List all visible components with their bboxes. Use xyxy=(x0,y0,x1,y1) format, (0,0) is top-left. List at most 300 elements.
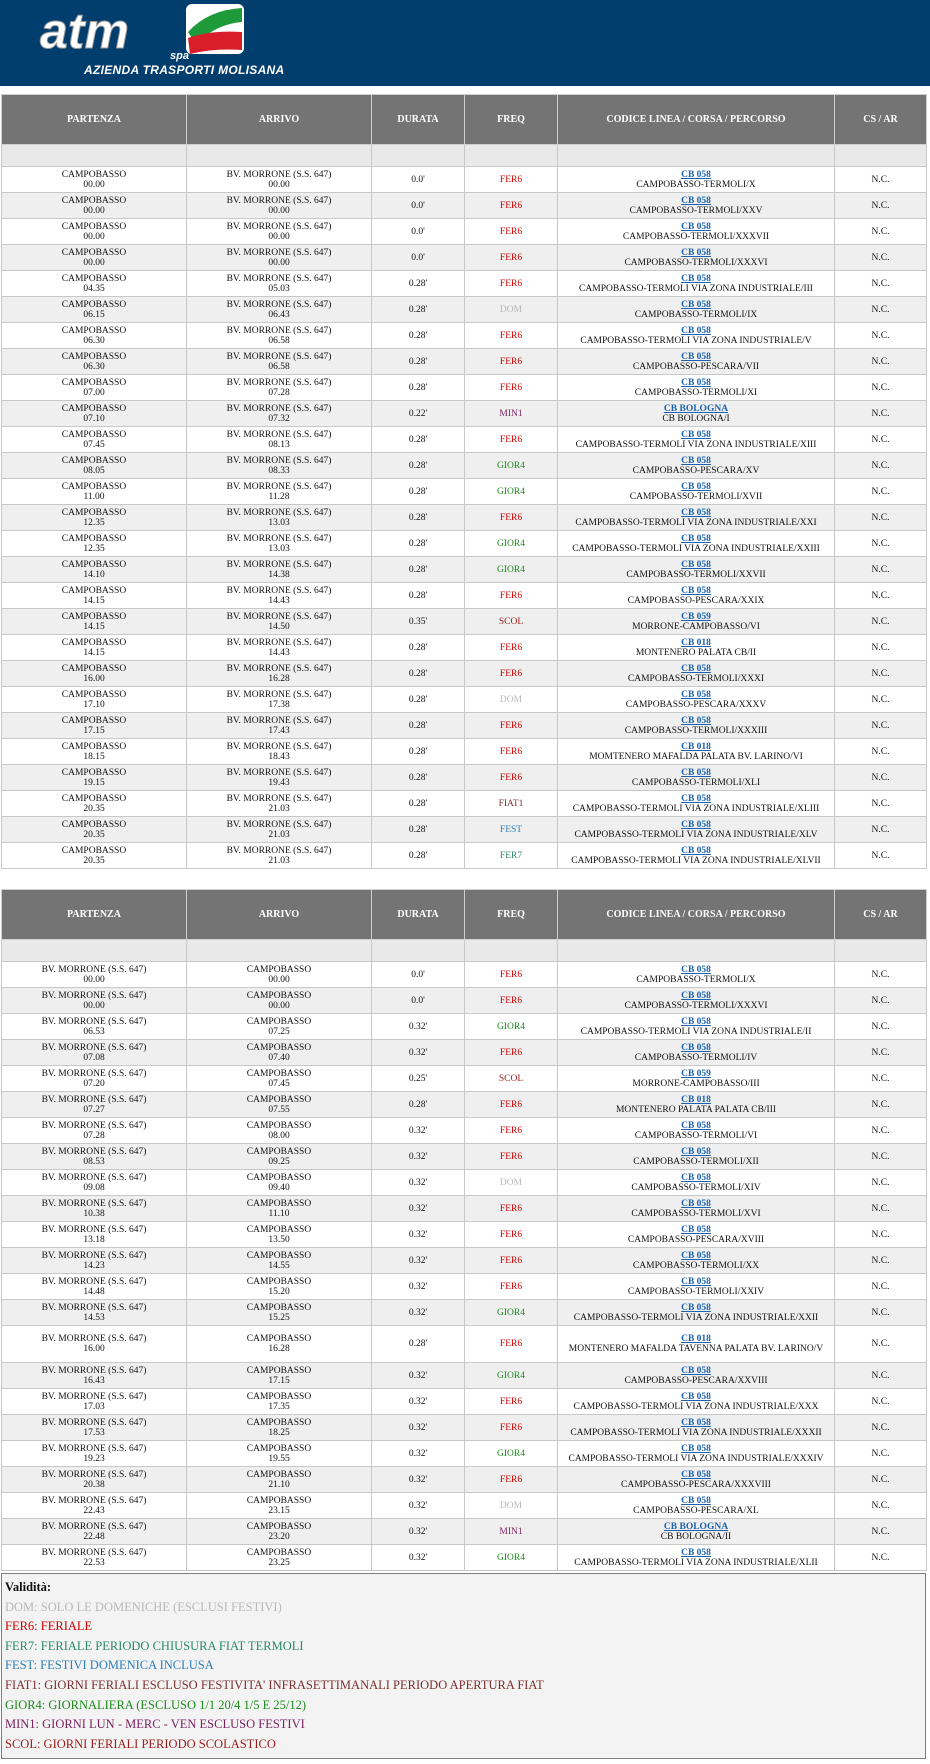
cell-durata: 0.32' xyxy=(372,1545,465,1571)
departure-stop: CAMPOBASSO xyxy=(61,741,127,752)
line-link[interactable]: CB 058 xyxy=(681,429,711,440)
arrival-time: 14.43 xyxy=(268,647,290,658)
departure-time: 09.08 xyxy=(83,1182,105,1193)
line-link[interactable]: CB 058 xyxy=(681,1276,711,1287)
departure-stop: BV. MORRONE (S.S. 647) xyxy=(41,964,147,975)
cell-durata: 0.28' xyxy=(372,375,465,401)
departure-time: 06.30 xyxy=(83,335,105,346)
arrival-stop: CAMPOBASSO xyxy=(246,1495,312,1506)
cell-codice-linea xyxy=(558,531,835,557)
arrival-time: 08.33 xyxy=(268,465,290,476)
cell-codice-linea xyxy=(558,687,835,713)
departure-stop: CAMPOBASSO xyxy=(61,195,127,206)
cell-arrivo xyxy=(187,1415,372,1441)
cell-cs-ar: N.C. xyxy=(835,453,927,479)
line-link[interactable]: CB 058 xyxy=(681,845,711,856)
line-link[interactable]: CB 058 xyxy=(681,247,711,258)
arrival-time: 00.00 xyxy=(268,231,290,242)
route-name: MOMTENERO MAFALDA PALATA BV. LARINO/VI xyxy=(589,751,803,762)
cell-cs-ar: N.C. xyxy=(835,1493,927,1519)
cell-freq: FER6 xyxy=(465,375,558,401)
cell-durata: 0.28' xyxy=(372,843,465,869)
arrival-stop: CAMPOBASSO xyxy=(246,1521,312,1532)
cell-freq: FER6 xyxy=(465,505,558,531)
route-name: CAMPOBASSO-TERMOLI/XXIV xyxy=(627,1286,765,1297)
cell-cs-ar: N.C. xyxy=(835,962,927,988)
line-link[interactable]: CB 058 xyxy=(681,1365,711,1376)
arrival-stop: BV. MORRONE (S.S. 647) xyxy=(226,845,332,856)
spacer-row xyxy=(2,940,927,962)
table-row xyxy=(2,713,927,739)
route-name: CAMPOBASSO-PESCARA/XL xyxy=(633,1505,759,1516)
cell-arrivo xyxy=(187,193,372,219)
route-name: CAMPOBASSO-TERMOLI/XXVII xyxy=(626,569,766,580)
legend-item-dom: DOM: SOLO LE DOMENICHE (ESCLUSI FESTIVI) xyxy=(5,1599,282,1614)
line-link[interactable]: CB 058 xyxy=(681,455,711,466)
arrival-time: 07.40 xyxy=(268,1052,290,1063)
cell-durata: 0.28' xyxy=(372,505,465,531)
arrival-time: 06.43 xyxy=(268,309,290,320)
departure-time: 14.10 xyxy=(83,569,105,580)
cell-arrivo xyxy=(187,297,372,323)
line-link[interactable]: CB 058 xyxy=(681,1302,711,1313)
cell-freq: FER6 xyxy=(465,988,558,1014)
cell-arrivo xyxy=(187,1300,372,1326)
cell-freq: FER6 xyxy=(465,1274,558,1300)
departure-time: 16.00 xyxy=(83,673,105,684)
cell-codice-linea xyxy=(558,1248,835,1274)
table-row xyxy=(2,271,927,297)
line-link[interactable]: CB 058 xyxy=(681,325,711,336)
cell-partenza xyxy=(2,375,187,401)
departure-time: 19.23 xyxy=(83,1453,105,1464)
arrival-time: 07.25 xyxy=(268,1026,290,1037)
header xyxy=(0,0,930,86)
line-link[interactable]: CB 058 xyxy=(681,1495,711,1506)
cell-durata: 0.32' xyxy=(372,1493,465,1519)
line-link[interactable]: CB 058 xyxy=(681,1016,711,1027)
col-cs-ar: CS / AR xyxy=(835,95,927,145)
arrival-stop: BV. MORRONE (S.S. 647) xyxy=(226,715,332,726)
departure-stop: CAMPOBASSO xyxy=(61,715,127,726)
arrival-stop: BV. MORRONE (S.S. 647) xyxy=(226,325,332,336)
route-name: MORRONE-CAMPOBASSO/III xyxy=(632,1078,760,1089)
cell-codice-linea xyxy=(558,271,835,297)
line-link[interactable]: CB 058 xyxy=(681,715,711,726)
arrival-time: 21.10 xyxy=(268,1479,290,1490)
line-link[interactable]: CB 058 xyxy=(681,377,711,388)
departure-time: 20.35 xyxy=(83,803,105,814)
line-link[interactable]: CB 058 xyxy=(681,990,711,1001)
route-name: CAMPOBASSO-PESCARA/XXVIII xyxy=(624,1375,768,1386)
cell-freq: FER6 xyxy=(465,739,558,765)
arrival-stop: BV. MORRONE (S.S. 647) xyxy=(226,455,332,466)
route-name: CAMPOBASSO-TERMOLI/IV xyxy=(634,1052,758,1063)
cell-durata: 0.28' xyxy=(372,713,465,739)
departure-stop: CAMPOBASSO xyxy=(61,793,127,804)
legend-item-fest: FEST: FESTIVI DOMENICA INCLUSA xyxy=(5,1658,214,1673)
cell-durata: 0.28' xyxy=(372,661,465,687)
route-name: CAMPOBASSO-TERMOLI VIA ZONA INDUSTRIALE/XLII xyxy=(574,1557,818,1568)
cell-partenza xyxy=(2,531,187,557)
arrival-stop: CAMPOBASSO xyxy=(246,1302,312,1313)
table-row xyxy=(2,193,927,219)
table-row xyxy=(2,765,927,791)
line-link[interactable]: CB 058 xyxy=(681,1042,711,1053)
arrival-time: 21.03 xyxy=(268,855,290,866)
departure-stop: BV. MORRONE (S.S. 647) xyxy=(41,1224,147,1235)
arrival-stop: BV. MORRONE (S.S. 647) xyxy=(226,247,332,258)
route-name: CAMPOBASSO-TERMOLI/XVII xyxy=(629,491,763,502)
arrival-stop: BV. MORRONE (S.S. 647) xyxy=(226,507,332,518)
cell-partenza xyxy=(2,988,187,1014)
cell-freq: FER6 xyxy=(465,765,558,791)
route-name: CAMPOBASSO-TERMOLI/XLI xyxy=(631,777,761,788)
line-link[interactable]: CB 058 xyxy=(681,585,711,596)
cell-partenza xyxy=(2,1415,187,1441)
arrival-time: 17.35 xyxy=(268,1401,290,1412)
arrival-stop: CAMPOBASSO xyxy=(246,1172,312,1183)
arrival-time: 14.43 xyxy=(268,595,290,606)
departure-time: 06.53 xyxy=(83,1026,105,1037)
arrival-stop: BV. MORRONE (S.S. 647) xyxy=(226,689,332,700)
cell-partenza xyxy=(2,323,187,349)
table-row xyxy=(2,962,927,988)
arrival-stop: BV. MORRONE (S.S. 647) xyxy=(226,221,332,232)
cell-durata: 0.28' xyxy=(372,349,465,375)
cell-durata: 0.32' xyxy=(372,1118,465,1144)
line-link[interactable]: CB 058 xyxy=(681,195,711,206)
cell-cs-ar: N.C. xyxy=(835,219,927,245)
cell-codice-linea xyxy=(558,1144,835,1170)
cell-cs-ar: N.C. xyxy=(835,167,927,193)
route-name: CAMPOBASSO-TERMOLI VIA ZONA INDUSTRIALE/XLIII xyxy=(572,803,820,814)
table-row xyxy=(2,583,927,609)
cell-durata: 0.28' xyxy=(372,739,465,765)
departure-time: 14.23 xyxy=(83,1260,105,1271)
legend-item-scol: SCOL: GIORNI FERIALI PERIODO SCOLASTICO xyxy=(5,1736,276,1751)
cell-partenza xyxy=(2,245,187,271)
cell-cs-ar: N.C. xyxy=(835,427,927,453)
cell-arrivo xyxy=(187,1363,372,1389)
route-name: CAMPOBASSO-TERMOLI VIA ZONA INDUSTRIALE/XXXIV xyxy=(568,1453,824,1464)
departure-time: 22.53 xyxy=(83,1557,105,1568)
cell-codice-linea xyxy=(558,1040,835,1066)
cell-cs-ar: N.C. xyxy=(835,609,927,635)
departure-stop: BV. MORRONE (S.S. 647) xyxy=(41,1521,147,1532)
cell-partenza xyxy=(2,817,187,843)
arrival-time: 08.00 xyxy=(268,1130,290,1141)
cell-codice-linea xyxy=(558,635,835,661)
cell-codice-linea xyxy=(558,817,835,843)
cell-cs-ar: N.C. xyxy=(835,1274,927,1300)
departure-time: 07.28 xyxy=(83,1130,105,1141)
cell-arrivo xyxy=(187,1040,372,1066)
arrival-stop: BV. MORRONE (S.S. 647) xyxy=(226,741,332,752)
line-link[interactable]: CB 018 xyxy=(681,637,711,648)
route-name: CB BOLOGNA/II xyxy=(660,1531,732,1542)
cell-durata: 0.28' xyxy=(372,453,465,479)
table-row xyxy=(2,1092,927,1118)
cell-cs-ar: N.C. xyxy=(835,531,927,557)
cell-durata: 0.28' xyxy=(372,765,465,791)
departure-stop: BV. MORRONE (S.S. 647) xyxy=(41,1417,147,1428)
line-link[interactable]: CB 058 xyxy=(681,1120,711,1131)
table-row xyxy=(2,1415,927,1441)
table-row xyxy=(2,505,927,531)
line-link[interactable]: CB 058 xyxy=(681,481,711,492)
line-link[interactable]: CB 058 xyxy=(681,1172,711,1183)
route-name: CAMPOBASSO-TERMOLI VIA ZONA INDUSTRIALE/XXI xyxy=(575,517,817,528)
cell-cs-ar: N.C. xyxy=(835,988,927,1014)
line-link[interactable]: CB BOLOGNA xyxy=(663,1521,729,1532)
arrival-stop: BV. MORRONE (S.S. 647) xyxy=(226,611,332,622)
arrival-time: 17.15 xyxy=(268,1375,290,1386)
cell-codice-linea xyxy=(558,1118,835,1144)
arrival-time: 14.55 xyxy=(268,1260,290,1271)
table-row xyxy=(2,1545,927,1571)
table-row xyxy=(2,609,927,635)
departure-stop: BV. MORRONE (S.S. 647) xyxy=(41,1094,147,1105)
line-link[interactable]: CB 059 xyxy=(681,611,711,622)
departure-time: 08.53 xyxy=(83,1156,105,1167)
cell-durata: 0.28' xyxy=(372,687,465,713)
line-link[interactable]: CB 058 xyxy=(681,299,711,310)
departure-stop: BV. MORRONE (S.S. 647) xyxy=(41,1365,147,1376)
cell-codice-linea xyxy=(558,1092,835,1118)
cell-durata: 0.0' xyxy=(372,245,465,271)
line-link[interactable]: CB 058 xyxy=(681,533,711,544)
cell-freq: FER6 xyxy=(465,349,558,375)
line-link[interactable]: CB 058 xyxy=(681,273,711,284)
departure-time: 20.35 xyxy=(83,829,105,840)
line-link[interactable]: CB 058 xyxy=(681,559,711,570)
cell-partenza xyxy=(2,1467,187,1493)
line-link[interactable]: CB 058 xyxy=(681,793,711,804)
cell-codice-linea xyxy=(558,1222,835,1248)
departure-stop: CAMPOBASSO xyxy=(61,403,127,414)
cell-codice-linea xyxy=(558,1363,835,1389)
cell-partenza xyxy=(2,713,187,739)
departure-time: 16.43 xyxy=(83,1375,105,1386)
route-name: CB BOLOGNA/I xyxy=(662,413,730,424)
arrival-stop: CAMPOBASSO xyxy=(246,1250,312,1261)
arrival-time: 07.55 xyxy=(268,1104,290,1115)
cell-codice-linea xyxy=(558,1196,835,1222)
departure-stop: CAMPOBASSO xyxy=(61,767,127,778)
line-link[interactable]: CB 058 xyxy=(681,1146,711,1157)
cell-codice-linea xyxy=(558,1441,835,1467)
line-link[interactable]: CB 058 xyxy=(681,964,711,975)
arrival-stop: CAMPOBASSO xyxy=(246,964,312,975)
route-name: CAMPOBASSO-TERMOLI VIA ZONA INDUSTRIALE/XXII xyxy=(573,1312,819,1323)
departure-stop: BV. MORRONE (S.S. 647) xyxy=(41,1547,147,1558)
cell-partenza xyxy=(2,219,187,245)
line-link[interactable]: CB 018 xyxy=(681,1094,711,1105)
cell-partenza xyxy=(2,843,187,869)
cell-cs-ar: N.C. xyxy=(835,479,927,505)
cell-codice-linea xyxy=(558,1467,835,1493)
departure-time: 13.18 xyxy=(83,1234,105,1245)
cell-freq: DOM xyxy=(465,1493,558,1519)
route-name: CAMPOBASSO-TERMOLI/XX xyxy=(632,1260,760,1271)
departure-stop: BV. MORRONE (S.S. 647) xyxy=(41,1443,147,1454)
arrival-time: 18.25 xyxy=(268,1427,290,1438)
cell-arrivo xyxy=(187,479,372,505)
line-link[interactable]: CB 018 xyxy=(681,741,711,752)
cell-freq: GIOR4 xyxy=(465,1441,558,1467)
route-name: CAMPOBASSO-TERMOLI/XII xyxy=(633,1156,759,1167)
arrival-time: 00.00 xyxy=(268,1000,290,1011)
cell-arrivo xyxy=(187,219,372,245)
arrival-time: 17.38 xyxy=(268,699,290,710)
arrival-stop: BV. MORRONE (S.S. 647) xyxy=(226,559,332,570)
cell-arrivo xyxy=(187,349,372,375)
departure-stop: CAMPOBASSO xyxy=(61,273,127,284)
cell-codice-linea xyxy=(558,505,835,531)
line-link[interactable]: CB 058 xyxy=(681,507,711,518)
cell-arrivo xyxy=(187,531,372,557)
table-row xyxy=(2,375,927,401)
return-timetable xyxy=(1,889,927,1571)
cell-partenza xyxy=(2,635,187,661)
cell-cs-ar: N.C. xyxy=(835,1248,927,1274)
col-cs-ar: CS / AR xyxy=(835,890,927,940)
cell-freq: DOM xyxy=(465,1170,558,1196)
cell-cs-ar: N.C. xyxy=(835,791,927,817)
logo-subtitle: AZIENDA TRASPORTI MOLISANA xyxy=(84,63,285,77)
cell-freq: FER6 xyxy=(465,167,558,193)
departure-stop: BV. MORRONE (S.S. 647) xyxy=(41,1250,147,1261)
cell-arrivo xyxy=(187,271,372,297)
line-link[interactable]: CB 058 xyxy=(681,221,711,232)
legend-item-gior4: GIOR4: GIORNALIERA (ESCLUSO 1/1 20/4 1/5 E 25/12) xyxy=(5,1697,307,1712)
cell-durata: 0.0' xyxy=(372,219,465,245)
col-durata: DURATA xyxy=(372,890,465,940)
cell-codice-linea xyxy=(558,1415,835,1441)
cell-cs-ar: N.C. xyxy=(835,349,927,375)
line-link[interactable]: CB 018 xyxy=(681,1334,711,1344)
cell-codice-linea xyxy=(558,962,835,988)
cell-cs-ar: N.C. xyxy=(835,193,927,219)
cell-durata: 0.28' xyxy=(372,1326,465,1363)
cell-cs-ar: N.C. xyxy=(835,1519,927,1545)
cell-partenza xyxy=(2,1300,187,1326)
cell-freq: FER6 xyxy=(465,219,558,245)
line-link[interactable]: CB 058 xyxy=(681,169,711,180)
cell-durata: 0.32' xyxy=(372,1196,465,1222)
route-name: CAMPOBASSO-TERMOLI/XXXVI xyxy=(624,1000,768,1011)
spacer-row xyxy=(2,145,927,167)
table-row xyxy=(2,1248,927,1274)
line-link[interactable]: CB 058 xyxy=(681,689,711,700)
route-name: CAMPOBASSO-PESCARA/VII xyxy=(632,361,760,372)
line-link[interactable]: CB 058 xyxy=(681,819,711,830)
col-arrivo: ARRIVO xyxy=(187,95,372,145)
departure-stop: CAMPOBASSO xyxy=(61,377,127,388)
cell-arrivo xyxy=(187,401,372,427)
table-row xyxy=(2,401,927,427)
cell-partenza xyxy=(2,401,187,427)
line-link[interactable]: CB 058 xyxy=(681,351,711,362)
cell-freq: FER6 xyxy=(465,1389,558,1415)
cell-freq: FER6 xyxy=(465,245,558,271)
line-link[interactable]: CB 058 xyxy=(681,1417,711,1428)
cell-cs-ar: N.C. xyxy=(835,1363,927,1389)
cell-arrivo xyxy=(187,635,372,661)
arrival-time: 00.00 xyxy=(268,974,290,985)
cell-partenza xyxy=(2,687,187,713)
cell-arrivo xyxy=(187,1196,372,1222)
cell-partenza xyxy=(2,193,187,219)
cell-cs-ar: N.C. xyxy=(835,1441,927,1467)
cell-durata: 0.0' xyxy=(372,167,465,193)
legend-item-fiat1: FIAT1: GIORNI FERIALI ESCLUSO FESTIVITA' INFRASETTIMANALI PERIODO APERTURA FIAT xyxy=(5,1677,544,1692)
line-link[interactable]: CB 059 xyxy=(681,1068,711,1079)
table-row xyxy=(2,1222,927,1248)
line-link[interactable]: CB 058 xyxy=(681,1224,711,1235)
arrival-stop: BV. MORRONE (S.S. 647) xyxy=(226,429,332,440)
arrival-time: 07.45 xyxy=(268,1078,290,1089)
cell-durata: 0.32' xyxy=(372,1274,465,1300)
cell-codice-linea xyxy=(558,375,835,401)
cell-partenza xyxy=(2,1222,187,1248)
departure-time: 14.15 xyxy=(83,595,105,606)
cell-codice-linea xyxy=(558,245,835,271)
cell-partenza xyxy=(2,765,187,791)
line-link[interactable]: CB BOLOGNA xyxy=(663,403,729,414)
departure-stop: CAMPOBASSO xyxy=(61,585,127,596)
cell-codice-linea xyxy=(558,297,835,323)
departure-time: 14.15 xyxy=(83,621,105,632)
cell-durata: 0.32' xyxy=(372,1014,465,1040)
cell-cs-ar: N.C. xyxy=(835,1222,927,1248)
arrival-stop: BV. MORRONE (S.S. 647) xyxy=(226,585,332,596)
cell-cs-ar: N.C. xyxy=(835,1092,927,1118)
line-link[interactable]: CB 058 xyxy=(681,663,711,674)
cell-partenza xyxy=(2,1040,187,1066)
line-link[interactable]: CB 058 xyxy=(681,1547,711,1558)
cell-durata: 0.32' xyxy=(372,1300,465,1326)
route-name: CAMPOBASSO-TERMOLI VIA ZONA INDUSTRIALE/V xyxy=(580,335,812,346)
cell-durata: 0.28' xyxy=(372,479,465,505)
cell-arrivo xyxy=(187,988,372,1014)
cell-codice-linea xyxy=(558,1493,835,1519)
line-link[interactable]: CB 058 xyxy=(681,1443,711,1454)
line-link[interactable]: CB 058 xyxy=(681,767,711,778)
route-name: CAMPOBASSO-PESCARA/XXIX xyxy=(627,595,765,606)
cell-durata: 0.32' xyxy=(372,1363,465,1389)
arrival-stop: BV. MORRONE (S.S. 647) xyxy=(226,273,332,284)
line-link[interactable]: CB 058 xyxy=(681,1250,711,1261)
line-link[interactable]: CB 058 xyxy=(681,1198,711,1209)
cell-arrivo xyxy=(187,1545,372,1571)
cell-arrivo xyxy=(187,1118,372,1144)
cell-codice-linea xyxy=(558,1389,835,1415)
cell-arrivo xyxy=(187,1014,372,1040)
cell-freq: FER7 xyxy=(465,843,558,869)
table-row xyxy=(2,791,927,817)
line-link[interactable]: CB 058 xyxy=(681,1391,711,1402)
line-link[interactable]: CB 058 xyxy=(681,1469,711,1480)
cell-cs-ar: N.C. xyxy=(835,1389,927,1415)
cell-cs-ar: N.C. xyxy=(835,635,927,661)
departure-stop: CAMPOBASSO xyxy=(61,325,127,336)
table-row xyxy=(2,245,927,271)
cell-partenza xyxy=(2,1066,187,1092)
cell-arrivo xyxy=(187,713,372,739)
arrival-time: 15.25 xyxy=(268,1312,290,1323)
